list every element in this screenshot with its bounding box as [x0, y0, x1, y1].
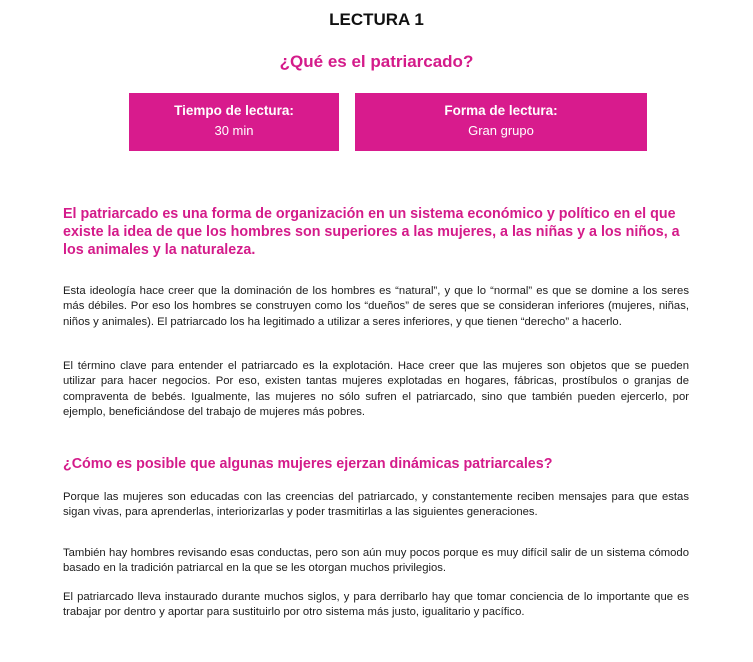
- reading-time-value: 30 min: [214, 123, 254, 138]
- section-paragraph: Porque las mujeres son educadas con las creencias del patriarcado, y constantemente reciben mensajes para que estas sigan vivas, para aprenderlas, interiorizarlas y poder trasmitirlas a las siguientes generaciones.: [63, 491, 689, 519]
- reading-time-box: [129, 93, 339, 151]
- body-paragraph: El término clave para entender el patriarcado es la explotación. Hace creer que las mujeres son objetos que se pueden utilizar para hacer negocios. Por eso, existen tantas mujeres explotadas en hogares, fábricas, prostíbulos o granjas de compraventa de bebés. Igualmente, las mujeres no sólo sufren el patriarcado, sino que también pueden ejercerlo, por ejemplo, beneficiándose del trabajo de mujeres más pobres.: [63, 360, 689, 419]
- section-paragraph: El patriarcado lleva instaurado durante muchos siglos, y para derribarlo hay que tomar conciencia de lo importante que es trabajar por dentro y aportar para sustituirlo por otro sistema más justo, igualitario y pacífico.: [63, 591, 689, 619]
- reading-mode-label: Forma de lectura:: [444, 103, 558, 118]
- page-title: LECTURA 1: [329, 10, 424, 29]
- reading-mode-value: Gran grupo: [468, 123, 534, 138]
- body-paragraph: Esta ideología hace creer que la dominación de los hombres es “natural”, y que lo “normal” es que se domine a los seres más débiles. Por eso los hombres se construyen como los “dueños” de seres que se consideran inferiores (mujeres, niñas, niños y animales). El patriarcado los ha legitimado a utilizar a seres inferiores, y que tienen “derecho” a hacerlo.: [63, 285, 689, 328]
- page-subtitle: ¿Qué es el patriarcado?: [279, 52, 474, 71]
- section-paragraph: También hay hombres revisando esas conductas, pero son aún muy pocos porque es muy difícil salir de un sistema cómodo basado en la tradición patriarcal en la que se les otorgan muchos privilegios.: [63, 547, 689, 575]
- reading-time-label: Tiempo de lectura:: [174, 103, 294, 118]
- section-heading: ¿Cómo es posible que algunas mujeres ejerzan dinámicas patriarcales?: [63, 456, 553, 472]
- reading-mode-box: [355, 93, 647, 151]
- lead-paragraph: El patriarcado es una forma de organización en un sistema económico y político en el que existe la idea de que los hombres son superiores a las mujeres, a las niñas y a los niños, a los animales y la naturaleza.: [63, 206, 680, 258]
